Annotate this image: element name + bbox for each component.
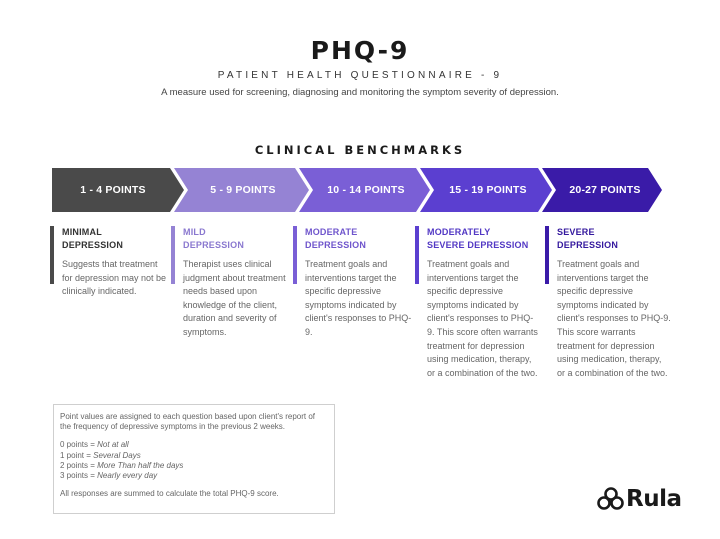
benchmark-description: Suggests that treatment for depression may not be clinically indicated.: [62, 259, 167, 297]
benchmark-title: MODERATE DEPRESSION: [305, 227, 367, 250]
benchmark-moderate: [293, 226, 413, 340]
benchmark-moderately-severe: [415, 226, 538, 380]
benchmark-description: Therapist uses clinical judgment about treatment needs based upon knowledge of the client, duration and severity of symptoms.: [183, 259, 286, 337]
benchmark-description: Treatment goals and interventions target the specific depressive symptoms indicated by client's responses to PHQ-9. This score warrants treatment for depression using medication, therapy, or a combination of the two.: [557, 259, 671, 378]
range-label-4: 15 - 19 POINTS: [449, 184, 527, 196]
benchmark-arrows: [52, 168, 672, 212]
page-description: A measure used for screening, diagnosing and monitoring the symptom severity of depression.: [161, 87, 559, 98]
page-subtitle: PATIENT HEALTH QUESTIONNAIRE - 9: [217, 70, 503, 81]
scale-row-0: 0 points = Not at all: [60, 440, 129, 450]
note-intro: Point values are assigned to each question based upon client's report of the frequency of depressive symptoms in the previous 2 weeks.: [60, 412, 316, 432]
page-title: PHQ-9: [310, 36, 410, 65]
accent-bar: [545, 226, 549, 284]
rula-logo: [596, 486, 682, 512]
accent-bar: [50, 226, 54, 284]
benchmark-severe: [545, 226, 671, 380]
range-label-3: 10 - 14 POINTS: [327, 184, 405, 196]
benchmark-description: Treatment goals and interventions target the specific depressive symptoms indicated by client's responses to PHQ-9.: [305, 259, 412, 337]
benchmark-title: MILD DEPRESSION: [183, 227, 245, 250]
section-title: CLINICAL BENCHMARKS: [254, 143, 466, 157]
scoring-note: [53, 404, 335, 514]
note-footer: All responses are summed to calculate the total PHQ-9 score.: [60, 489, 279, 499]
rula-logo-icon: [596, 486, 626, 512]
benchmark-title: MODERATELY SEVERE DEPRESSION: [427, 227, 529, 250]
scale-row-1: 1 point = Several Days: [60, 450, 141, 460]
benchmark-mild: [171, 226, 291, 340]
scale-row-2: 2 points = More Than half the days: [60, 460, 184, 470]
range-label-2: 5 - 9 POINTS: [210, 184, 276, 196]
benchmark-minimal: [50, 226, 170, 299]
accent-bar: [415, 226, 419, 284]
range-label-1: 1 - 4 POINTS: [80, 184, 146, 196]
brand-name: Rula: [626, 486, 682, 512]
accent-bar: [171, 226, 175, 284]
accent-bar: [293, 226, 297, 284]
range-label-5: 20-27 POINTS: [569, 184, 641, 196]
scale-row-3: 3 points = Nearly every day: [60, 471, 158, 481]
benchmark-description: Treatment goals and interventions target the specific depressive symptoms indicated by client's responses to PHQ-9. This score often warrants treatment for depression using medication, therapy, or a combination of the two.: [427, 259, 538, 378]
benchmark-title: SEVERE DEPRESSION: [557, 227, 619, 250]
benchmark-title: MINIMAL DEPRESSION: [62, 227, 124, 250]
